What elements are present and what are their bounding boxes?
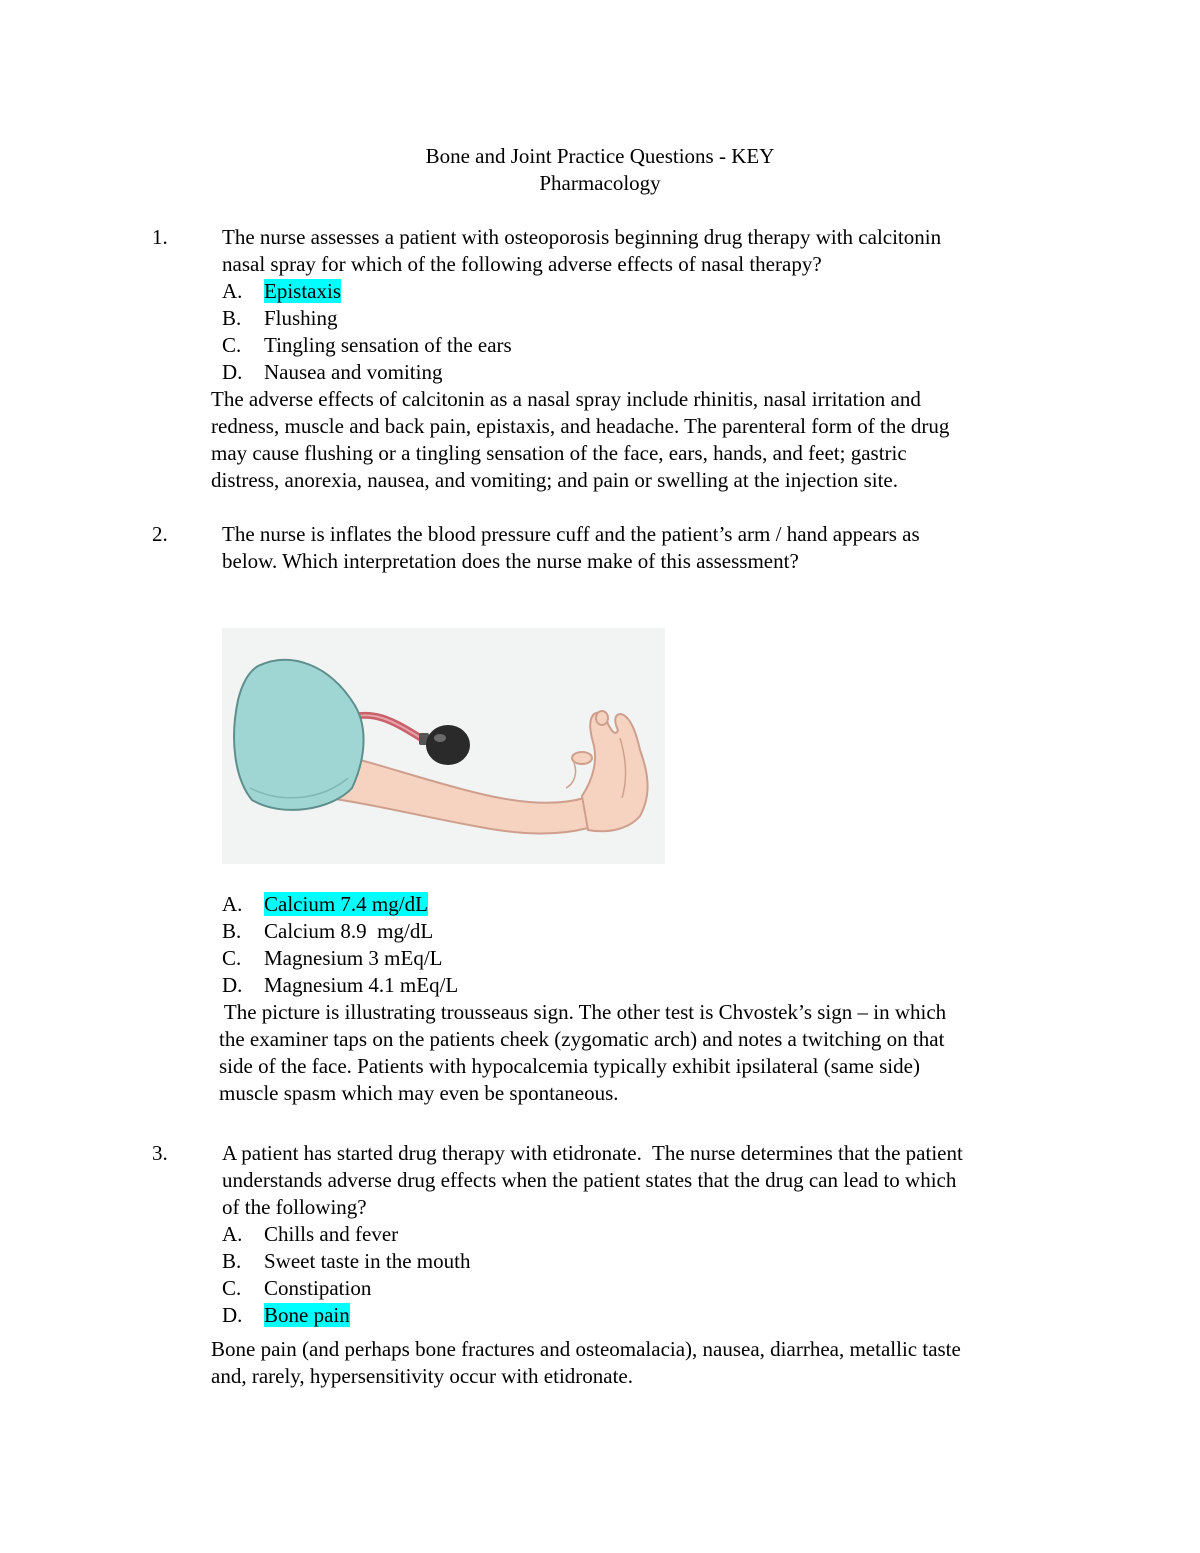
- question-3-stem-line: of the following?: [222, 1195, 367, 1219]
- question-3-option-a: Chills and fever: [264, 1222, 399, 1246]
- question-1-rationale-line: distress, anorexia, nausea, and vomiting; and pain or swelling at the injection site.: [211, 468, 899, 492]
- question-3-option-letter: A.: [222, 1222, 243, 1246]
- question-3-option-d-correct: [264, 1302, 350, 1329]
- question-1-option-letter: C.: [222, 333, 242, 357]
- question-1-stem-line: The nurse assesses a patient with osteoporosis beginning drug therapy with calcitonin: [222, 225, 942, 249]
- question-1-option-d: Nausea and vomiting: [264, 360, 443, 384]
- question-3-number: 3.: [152, 1141, 168, 1165]
- answer-highlight: Calcium 7.4 mg/dL: [264, 892, 428, 916]
- question-1-option-a-correct: [264, 278, 341, 305]
- question-3-option-c: Constipation: [264, 1276, 372, 1300]
- hand-carpal-spasm-shape: [582, 713, 648, 832]
- arm-with-bp-cuff-image: [222, 628, 665, 864]
- question-2-option-letter: C.: [222, 946, 242, 970]
- question-2-rationale-line: muscle spasm which may even be spontaneous.: [219, 1081, 619, 1105]
- question-2-option-letter: D.: [222, 973, 243, 997]
- blood-pressure-cuff-shape: [234, 660, 363, 810]
- question-1-option-b: Flushing: [264, 306, 338, 330]
- question-1-option-c: Tingling sensation of the ears: [264, 333, 512, 357]
- question-3-option-letter: B.: [222, 1249, 242, 1273]
- document-subtitle: Pharmacology: [539, 171, 661, 195]
- trousseau-sign-illustration: [222, 628, 665, 864]
- question-3-option-letter: D.: [222, 1303, 243, 1327]
- question-1-number: 1.: [152, 225, 168, 249]
- question-2-rationale-line: side of the face. Patients with hypocalcemia typically exhibit ipsilateral (same side): [219, 1054, 920, 1078]
- question-1-stem-line: nasal spray for which of the following adverse effects of nasal therapy?: [222, 252, 822, 276]
- question-2-stem-line: The nurse is inflates the blood pressure cuff and the patient’s arm / hand appears as: [222, 522, 920, 546]
- question-3-stem-line: understands adverse drug effects when the patient states that the drug can lead to which: [222, 1168, 957, 1192]
- document-title: Bone and Joint Practice Questions - KEY: [425, 144, 775, 168]
- question-2-rationale-line: The picture is illustrating trousseaus sign. The other test is Chvostek’s sign – in which: [219, 1000, 947, 1024]
- answer-highlight: Epistaxis: [264, 279, 341, 303]
- question-2-option-letter: A.: [222, 892, 243, 916]
- question-1-option-letter: B.: [222, 306, 242, 330]
- question-3-stem-line: A patient has started drug therapy with etidronate. The nurse determines that the patient: [222, 1141, 963, 1165]
- question-2-option-c: Magnesium 3 mEq/L: [264, 946, 443, 970]
- question-1-rationale-line: redness, muscle and back pain, epistaxis, and headache. The parenteral form of the drug: [211, 414, 950, 438]
- question-1-rationale-line: The adverse effects of calcitonin as a nasal spray include rhinitis, nasal irritation and: [211, 387, 921, 411]
- thumb-shape: [572, 752, 592, 764]
- question-3-rationale-line: and, rarely, hypersensitivity occur with etidronate.: [211, 1364, 633, 1388]
- question-1-rationale-line: may cause flushing or a tingling sensation of the face, ears, hands, and feet; gastric: [211, 441, 907, 465]
- question-2-rationale-line: the examiner taps on the patients cheek (zygomatic arch) and notes a twitching on that: [219, 1027, 945, 1051]
- question-2-option-d: Magnesium 4.1 mEq/L: [264, 973, 459, 997]
- question-2-option-a-correct: [264, 891, 428, 918]
- question-3-rationale-line: Bone pain (and perhaps bone fractures and osteomalacia), nausea, diarrhea, metallic taste: [211, 1337, 961, 1361]
- question-3-option-letter: C.: [222, 1276, 242, 1300]
- question-1-option-letter: D.: [222, 360, 243, 384]
- question-2-option-b: Calcium 8.9 mg/dL: [264, 919, 434, 943]
- question-3-option-b: Sweet taste in the mouth: [264, 1249, 471, 1273]
- question-1-option-letter: A.: [222, 279, 243, 303]
- fingertip-shape: [596, 711, 608, 725]
- question-2-stem-line: below. Which interpretation does the nurse make of this assessment?: [222, 549, 799, 573]
- pump-bulb-shape: [426, 725, 470, 765]
- answer-highlight: Bone pain: [264, 1303, 350, 1327]
- question-2-option-letter: B.: [222, 919, 242, 943]
- question-2-number: 2.: [152, 522, 168, 546]
